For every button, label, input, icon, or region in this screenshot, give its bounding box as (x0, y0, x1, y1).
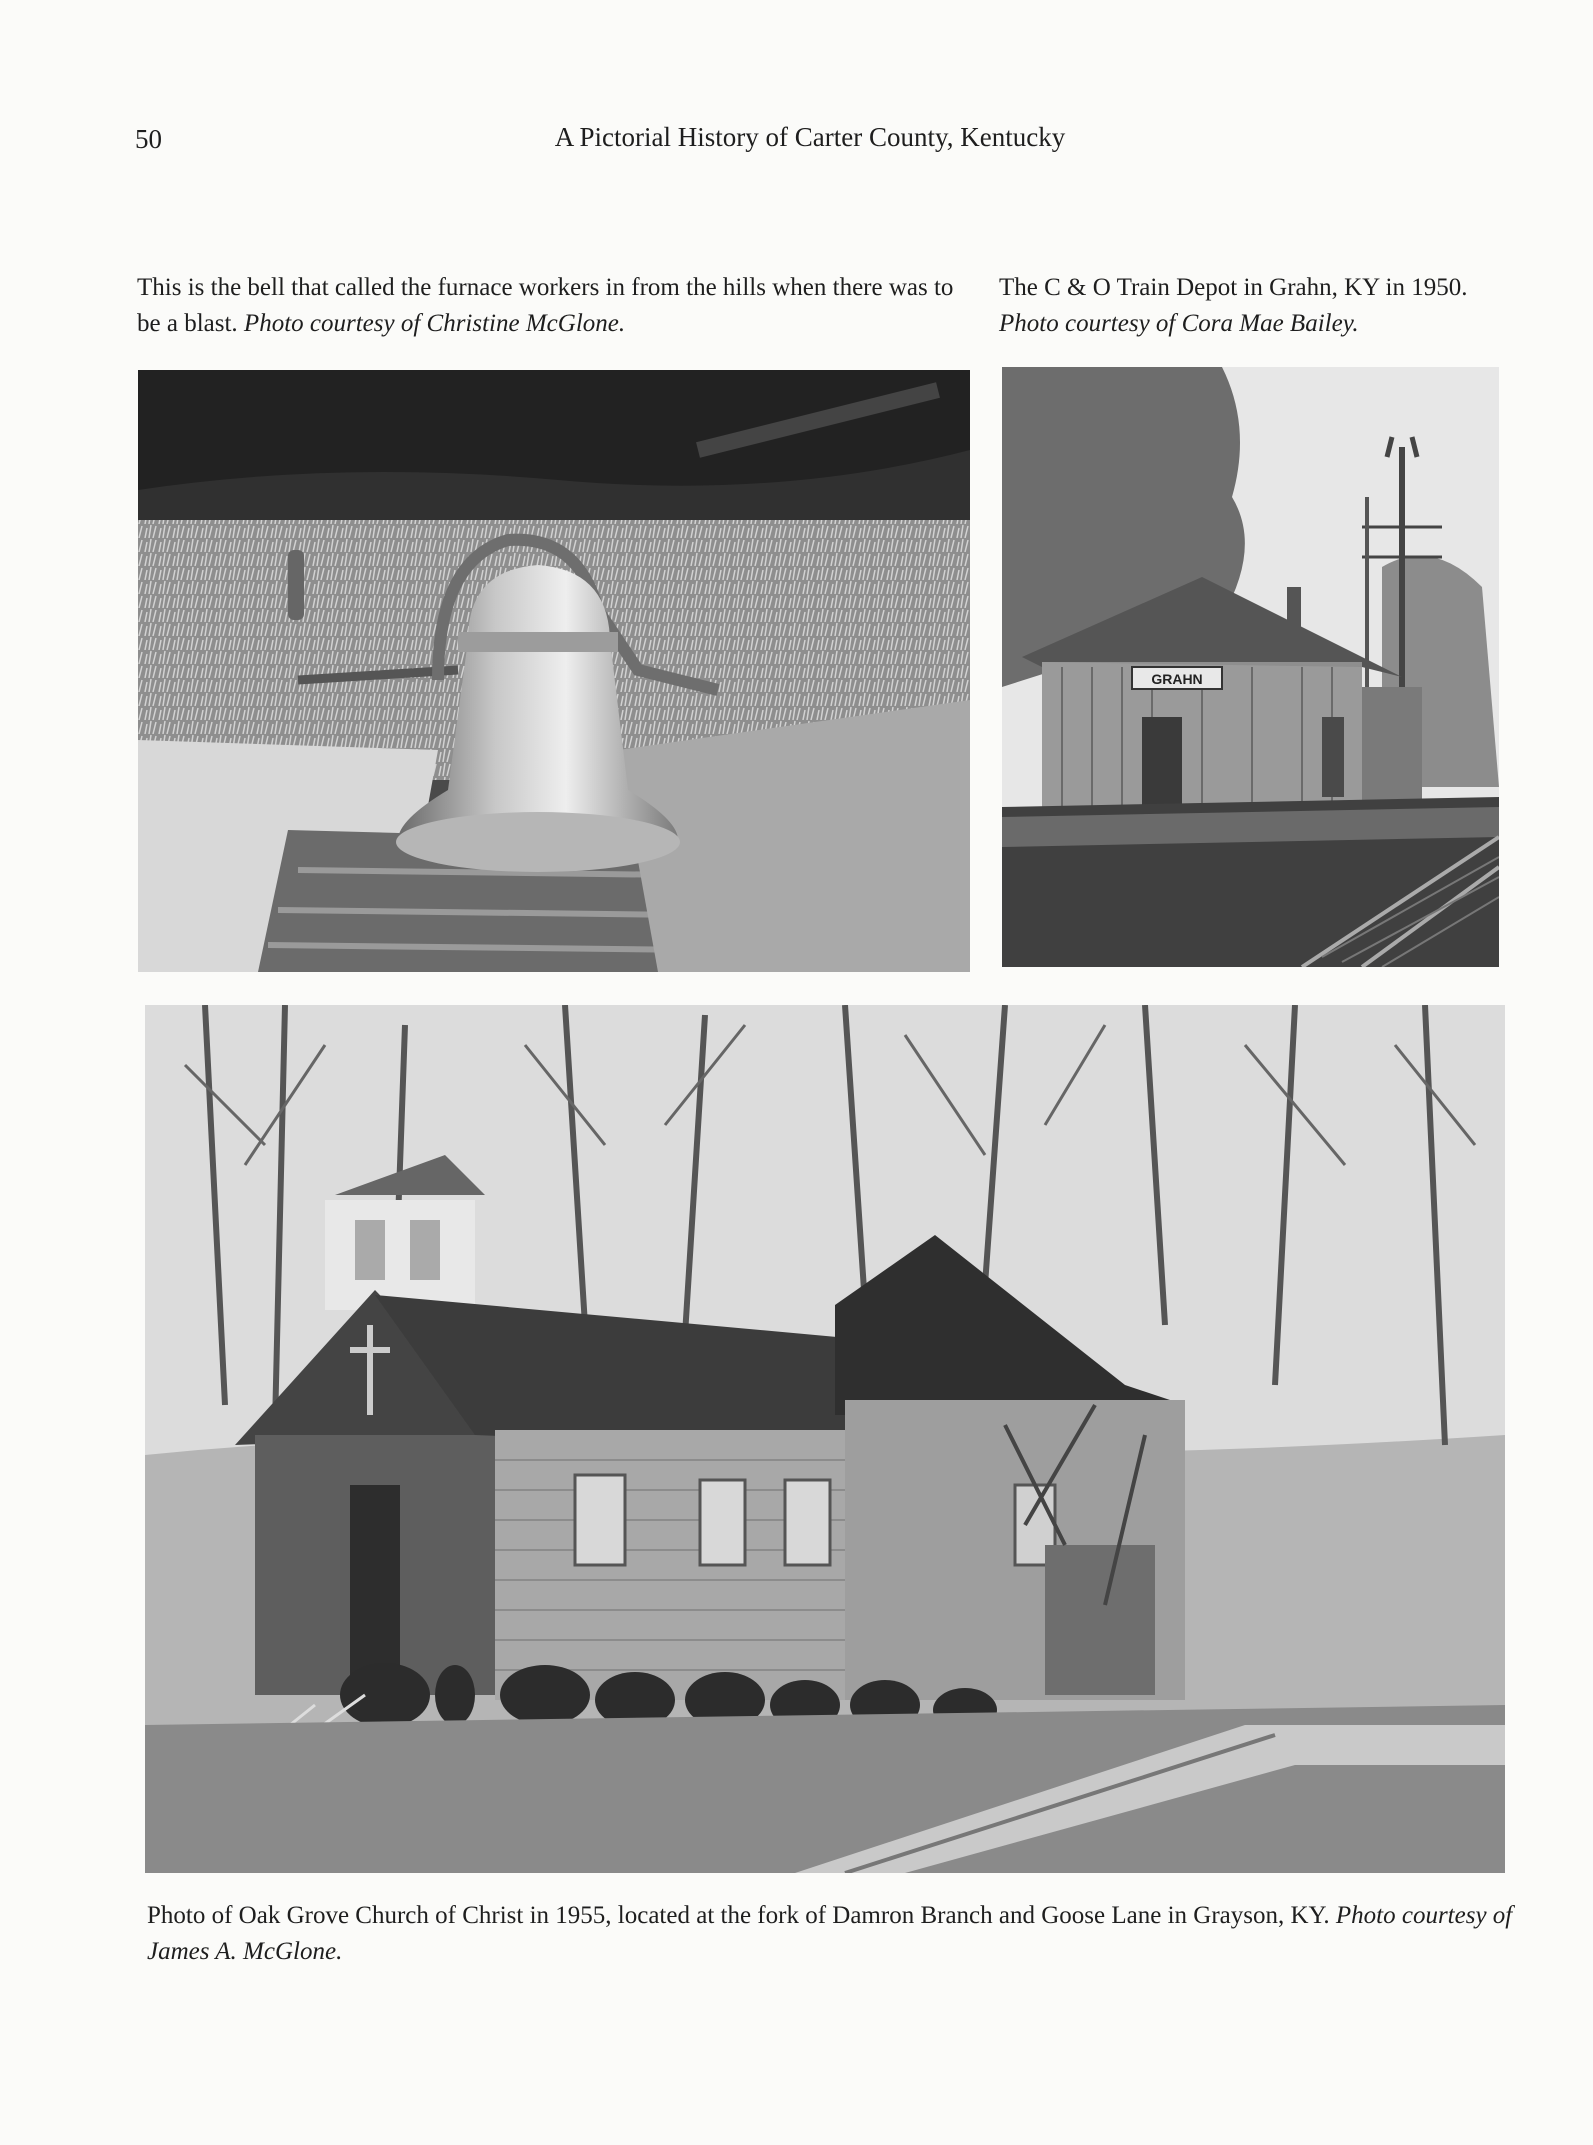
depot-photo (1002, 367, 1499, 967)
church-photo (145, 1005, 1505, 1873)
bell-photo-image (138, 370, 970, 972)
running-head: A Pictorial History of Carter County, Kentucky (554, 122, 1066, 152)
bell-photo (138, 370, 970, 972)
church-caption-text: Photo of Oak Grove Church of Christ in 1955, located at the fork of Damron Branch and Goose Lane in Grayson, KY. (147, 1902, 1336, 1929)
depot-caption-text: The C & O Train Depot in Grahn, KY in 1950. (999, 274, 1468, 301)
depot-station-sign: GRAHN (1151, 671, 1203, 687)
bell-caption-credit: Photo courtesy of Christine McGlone. (243, 310, 626, 337)
page-number: 50 (135, 124, 162, 154)
depot-caption-credit: Photo courtesy of Cora Mae Bailey. (999, 310, 1359, 337)
church-caption (147, 1898, 1517, 1970)
depot-caption (999, 270, 1519, 342)
church-caption-credit: Photo courtesy of James A. McGlone. (147, 1902, 1513, 1965)
depot-photo-image (1002, 367, 1499, 967)
bell-caption-text: This is the bell that called the furnace workers in from the hills when there was to be a blast. (137, 274, 954, 337)
bell-caption (137, 270, 977, 342)
church-photo-image (145, 1005, 1505, 1873)
